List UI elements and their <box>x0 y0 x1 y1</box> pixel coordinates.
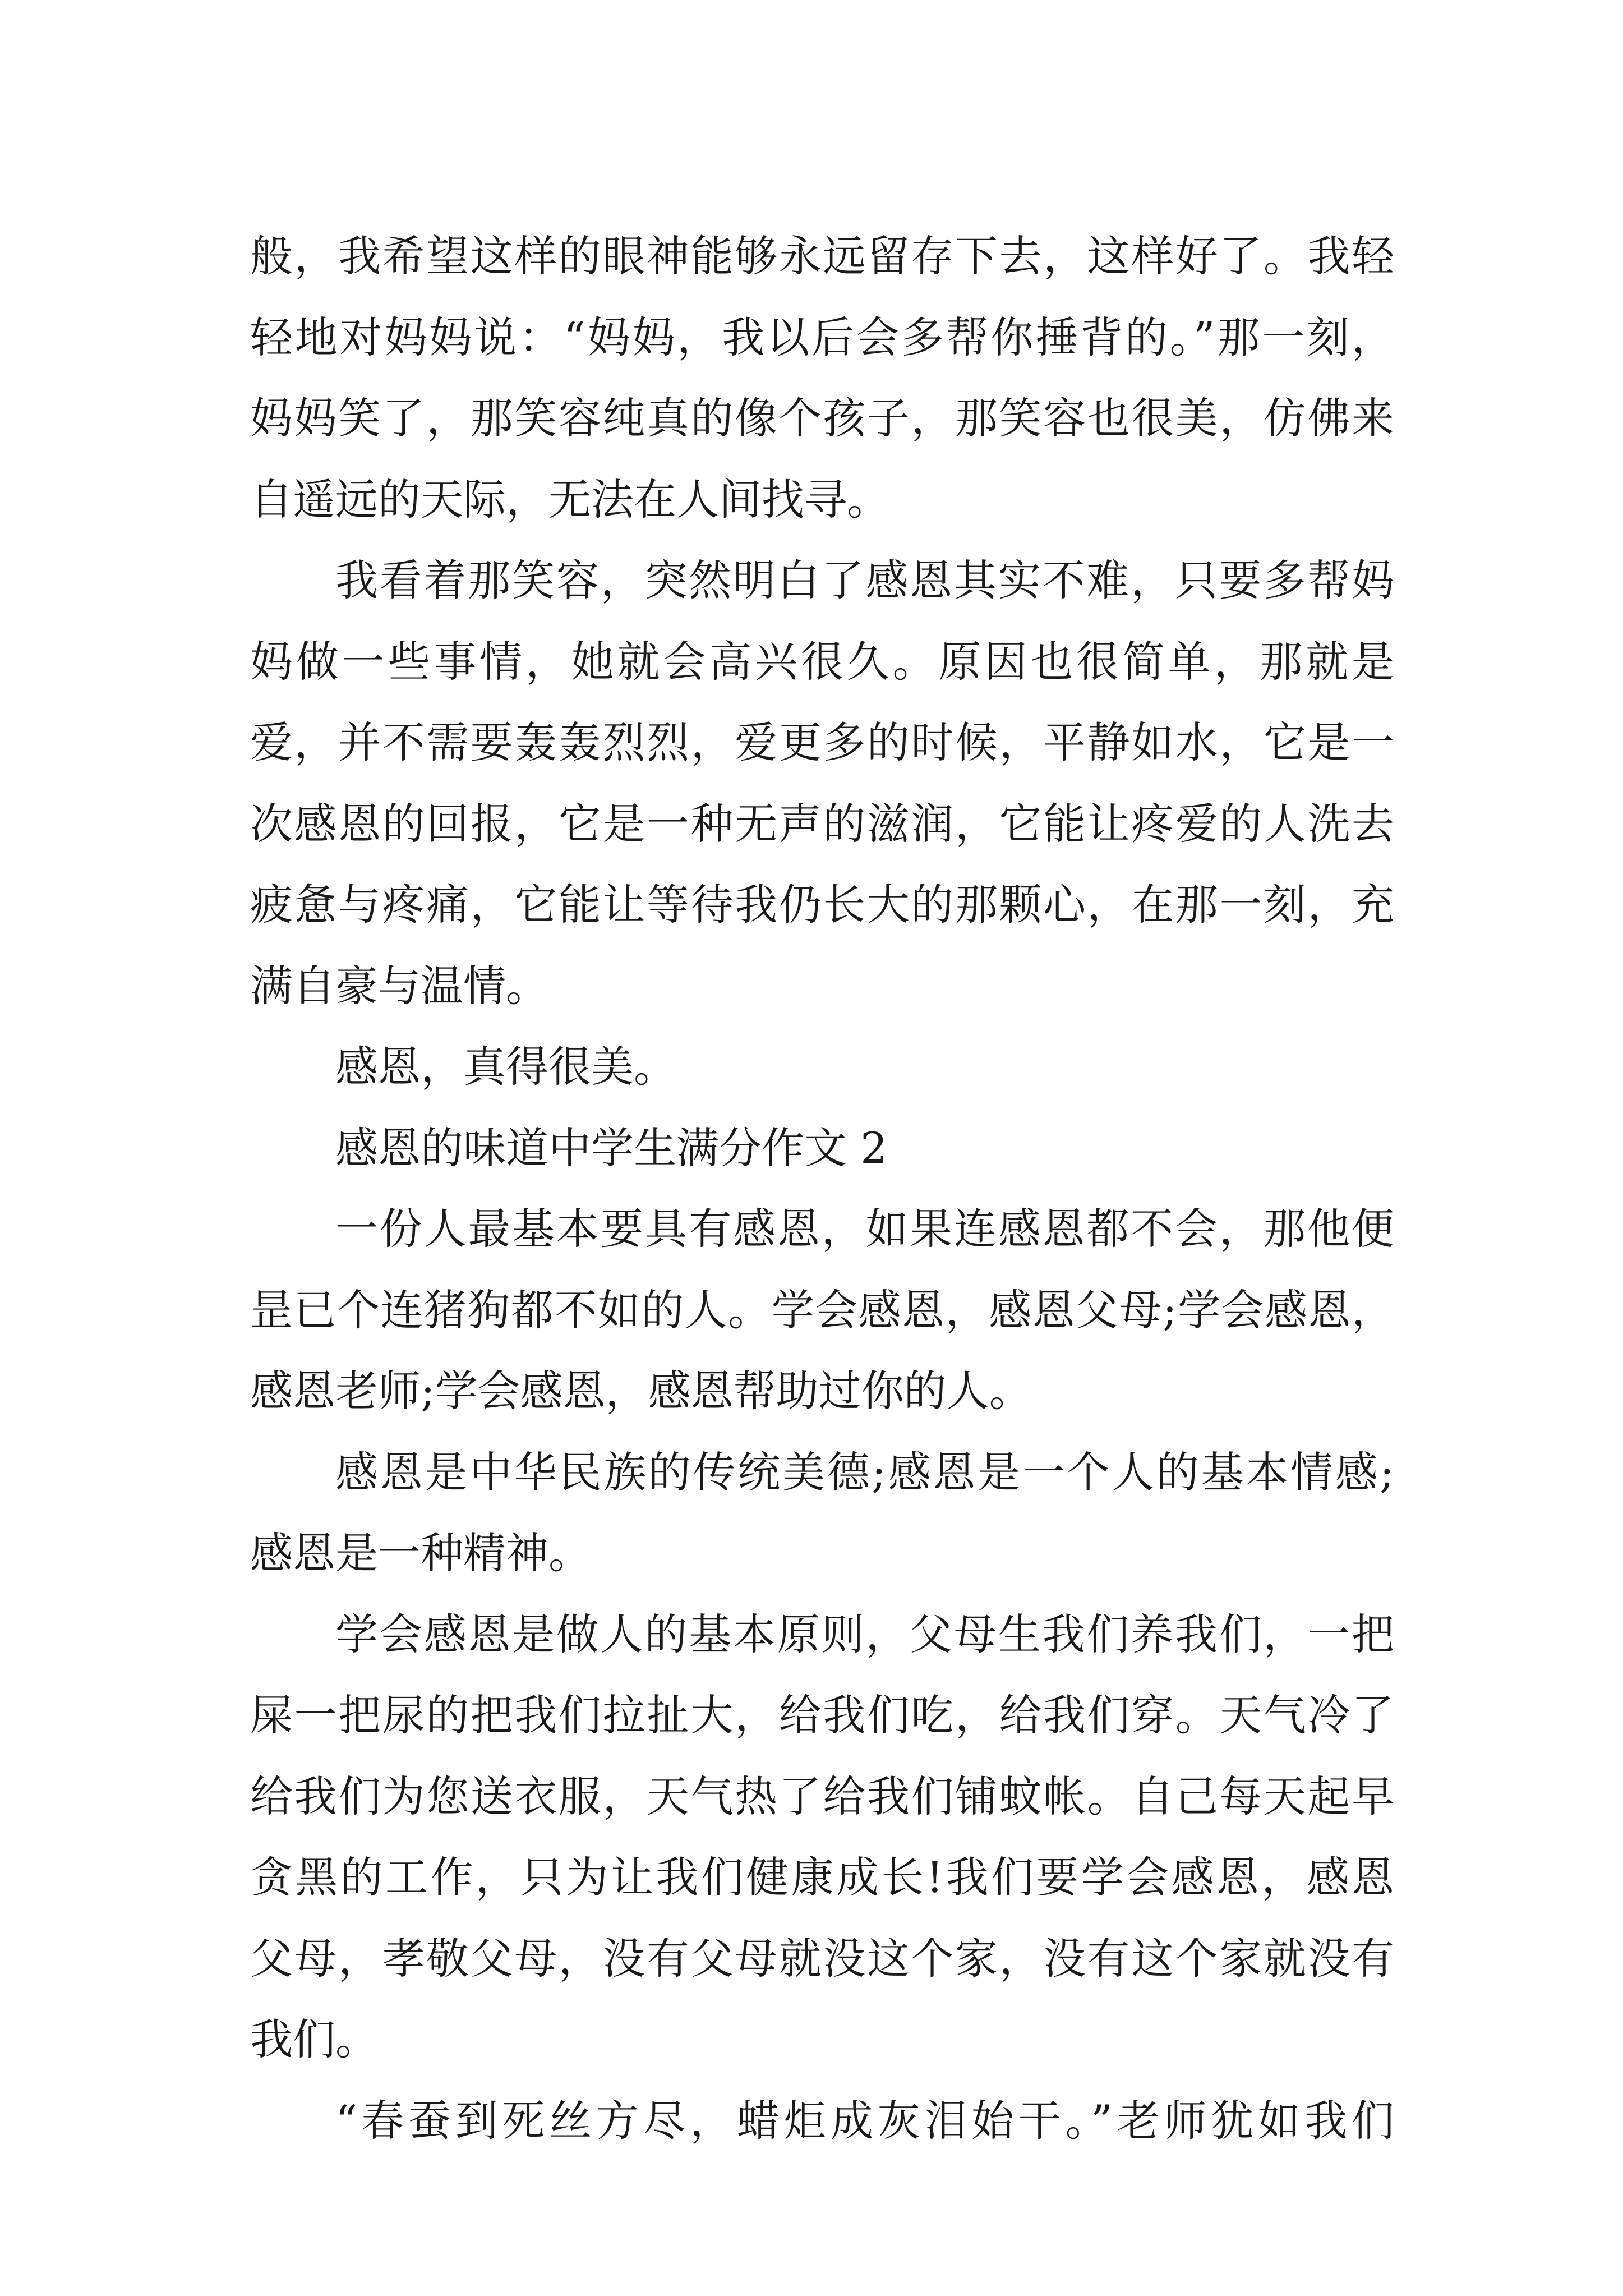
text-line: 自遥远的天际，无法在人间找寻。 <box>250 474 889 524</box>
text-line: 感恩的味道中学生满分作文 2 <box>335 1122 888 1173</box>
text-line: 我看着那笑容，突然明白了感恩其实不难，只要多帮妈 <box>335 555 1394 605</box>
text-line: 感恩老师;学会感恩，感恩帮助过你的人。 <box>250 1366 1032 1416</box>
text-line: 父母，孝敬父母，没有父母就没这个家，没有这个家就没有 <box>250 1933 1394 1984</box>
text-line: 一份人最基本要具有感恩，如果连感恩都不会，那他便 <box>335 1204 1394 1254</box>
text-line: 感恩是中华民族的传统美德;感恩是一个人的基本情感; <box>335 1447 1394 1497</box>
text-line: 给我们为您送衣服，天气热了给我们铺蚊帐。自己每天起早 <box>250 1771 1394 1821</box>
text-line: 妈妈笑了，那笑容纯真的像个孩子，那笑容也很美，仿佛来 <box>250 393 1394 443</box>
text-line: 疲惫与疼痛，它能让等待我仍长大的那颗心，在那一刻，充 <box>250 880 1394 930</box>
text-line: “春蚕到死丝方尽，蜡炬成灰泪始干。”老师犹如我们 <box>335 2095 1394 2146</box>
text-line: 轻地对妈妈说：“妈妈，我以后会多帮你捶背的。”那一刻， <box>250 312 1394 362</box>
text-line: 爱，并不需要轰轰烈烈，爱更多的时候，平静如水，它是一 <box>250 717 1394 767</box>
document-body <box>250 216 1394 2161</box>
text-line: 我们。 <box>250 2014 378 2064</box>
text-line: 感恩，真得很美。 <box>335 1042 676 1092</box>
text-line: 满自豪与温情。 <box>250 960 548 1011</box>
text-line: 贪黑的工作，只为让我们健康成长!我们要学会感恩，感恩 <box>250 1852 1394 1902</box>
text-line: 般，我希望这样的眼神能够永远留存下去，这样好了。我轻 <box>250 231 1394 281</box>
text-line: 昰已个连猪狗都不如的人。学会感恩，感恩父母;学会感恩， <box>250 1285 1394 1335</box>
text-line: 感恩是一种精神。 <box>250 1528 591 1578</box>
text-line: 次感恩的回报，它是一种无声的滋润，它能让疼爱的人洗去 <box>250 798 1394 849</box>
text-line: 学会感恩是做人的基本原则，父母生我们养我们，一把 <box>335 1609 1394 1659</box>
text-line: 屎一把尿的把我们拉扯大，给我们吃，给我们穿。天气冷了 <box>250 1690 1394 1740</box>
text-line: 妈做一些事情，她就会高兴很久。原因也很简单，那就是 <box>250 636 1394 687</box>
